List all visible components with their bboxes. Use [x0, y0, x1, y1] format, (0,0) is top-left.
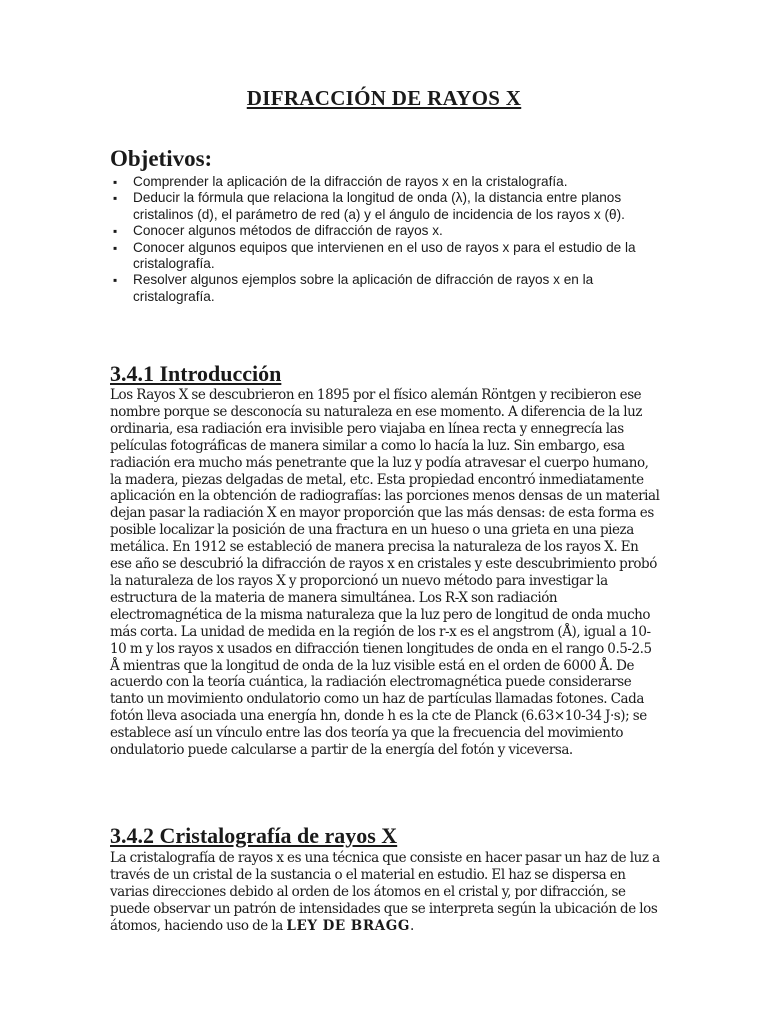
- objective-item: ▪ Deducir la fórmula que relaciona la longitud de onda (λ), la distancia entre planos cristalinos (d), el parámetro de red (a) y el ángulo de incidencia de los rayos x (θ).: [113, 190, 661, 223]
- section-body-introduccion: Los Rayos X se descubrieron en 1895 por el físico alemán Röntgen y recibieron ese nombre porque se desconocía su naturaleza en ese momento. A diferencia de la luz ordinaria, esa radiación era invisible pero viajaba en línea recta y ennegrecía las películas fotográficas de manera similar a como lo hacía la luz. Sin embargo, esa radiación era mucho más penetrante que la luz y podía atravesar el cuerpo humano, la madera, piezas delgadas de metal, etc. Esta propiedad encontró inmediatamente aplicación en la obtención de radiografías: las porciones menos densas de un material dejan pasar la radiación X en mayor proporción que las más densas: de esta forma es posible localizar la posición de una fractura en un hueso o una grieta en una pieza metálica. En 1912 se estableció de manera precisa la naturaleza de los rayos X. En ese año se descubrió la difracción de rayos x en cristales y este descubrimiento probó la naturaleza de los rayos X y proporcionó un nuevo método para investigar la estructura de la materia de manera simultánea. Los R-X son radiación electromagnética de la misma naturaleza que la luz pero de longitud de onda mucho más corta. La unidad de medida en la región de los r-x es el angstrom (Å), igual a 10-10 m y los rayos x usados en difracción tienen longitudes de onda en el rango 0.5-2.5 Å mientras que la longitud de onda de la luz visible está en el orden de 6000 Å. De acuerdo con la teoría cuántica, la radiación electromagnética puede considerarse tanto un movimiento ondulatorio como un haz de partículas llamadas fotones. Cada fotón lleva asociada una energía hn, donde h es la cte de Planck (6.63×10-34 J·s); se establece así un vínculo entre las dos teoría ya que la frecuencia del movimiento ondulatorio puede calcularse a partir de la energía del fotón y viceversa.: [110, 387, 660, 759]
- objective-item: ▪ Conocer algunos métodos de difracción de rayos x.: [113, 223, 661, 239]
- section-heading-cristalografia: 3.4.2 Cristalografía de rayos X: [110, 823, 398, 848]
- section-body-cristalografia: [110, 850, 660, 935]
- objective-item: ▪ Resolver algunos ejemplos sobre la aplicación de difracción de rayos x en la cristalografía.: [113, 272, 661, 305]
- ley-de-bragg-emphasis: LEY DE BRAGG: [286, 917, 410, 934]
- section-body-tail: .: [409, 917, 414, 934]
- objective-item: ▪ Comprender la aplicación de la difracción de rayos x en la cristalografía.: [113, 174, 661, 190]
- objectives-list: [113, 174, 661, 305]
- section-heading-introduccion: 3.4.1 Introducción: [110, 361, 282, 386]
- objectives-heading: Objetivos:: [110, 146, 213, 171]
- document-title: DIFRACCIÓN DE RAYOS X: [246, 86, 522, 110]
- section-body-text: La cristalografía de rayos x es una técnica que consiste en hacer pasar un haz de luz a través de un cristal de la sustancia o el material en estudio. El haz se dispersa en varias direcciones debido al orden de los átomos en el cristal y, por difracción, se puede observar un patrón de intensidades que se interpreta según la ubicación de los átomos, haciendo uso de la: [110, 850, 660, 934]
- objective-item: ▪ Conocer algunos equipos que intervienen en el uso de rayos x para el estudio de la cristalografía.: [113, 240, 661, 273]
